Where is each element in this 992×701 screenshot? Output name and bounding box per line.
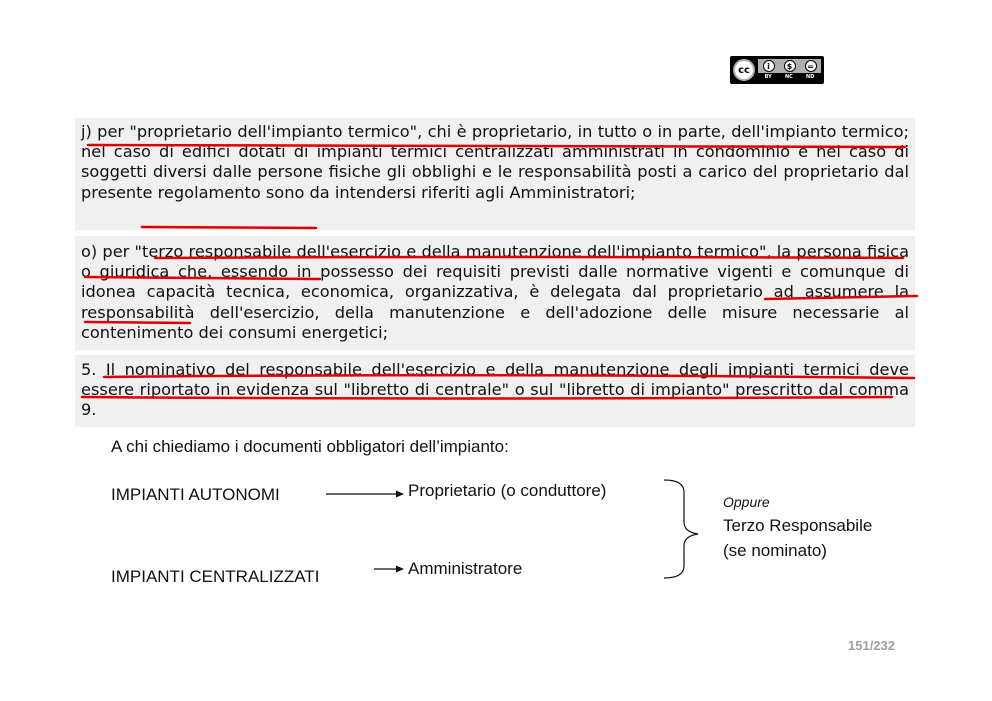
excerpt-j	[75, 118, 915, 230]
excerpt-j-text: j) per "proprietario dell'impianto termico", chi è proprietario, in tutto o in parte, dell'impianto termico; nel caso di edifici dotati di impianti termici centralizzati amministrati in condominio e nel caso di soggetti diversi dalle persone fisiche gli obblighi e le responsabilità posti a carico del proprietario dal presente regolamento sono da intendersi riferiti agli Amministratori;	[81, 122, 909, 202]
label-impianti-autonomi: IMPIANTI AUTONOMI	[111, 485, 280, 504]
nd-label: ND	[806, 74, 815, 80]
question-text: A chi chiediamo i documenti obbligatori dell’impianto:	[111, 437, 509, 456]
nd-icon: =	[805, 60, 817, 72]
by-icon: i	[763, 60, 775, 72]
cc-license-badge	[730, 56, 824, 84]
by-label: BY	[764, 74, 772, 80]
cc-conditions	[758, 59, 821, 81]
excerpt-o	[75, 236, 915, 350]
excerpt-o-text: o) per "terzo responsabile dell'esercizio e della manutenzione dell'impianto termico", la persona fisica o giuridica che, essendo in possesso dei requisiti previsti dalle normative vigenti e comunque di idonea capacità tecnica, economica, organizzativa, è delegata dal proprietario ad assumere la responsabilità dell'esercizio, della manutenzione e dell'adozione delle misure necessarie al contenimento dei consumi energetici;	[81, 242, 909, 342]
excerpt-5-text: 5. Il nominativo del responsabile dell'esercizio e della manutenzione degli impianti termici deve essere riportato in evidenza sul "libretto di centrale" o sul "libretto di impianto" prescritto dal comma 9.	[81, 360, 909, 420]
label-oppure: Oppure	[723, 494, 770, 510]
label-proprietario: Proprietario (o conduttore)	[408, 481, 607, 500]
excerpt-5	[75, 355, 915, 427]
arrowhead-centralizzati	[396, 566, 404, 573]
label-terzo-responsabile: Terzo Responsabile	[723, 516, 873, 535]
nc-label: NC	[784, 74, 793, 80]
label-se-nominato: (se nominato)	[723, 541, 827, 560]
arrowhead-autonomi	[396, 491, 404, 498]
nc-icon: $	[784, 60, 796, 72]
page-number: 151/232	[848, 638, 895, 653]
cc-logo-icon: cc	[733, 59, 755, 81]
label-impianti-centralizzati: IMPIANTI CENTRALIZZATI	[111, 567, 320, 586]
brace-right	[664, 480, 698, 578]
label-amministratore: Amministratore	[408, 559, 523, 578]
